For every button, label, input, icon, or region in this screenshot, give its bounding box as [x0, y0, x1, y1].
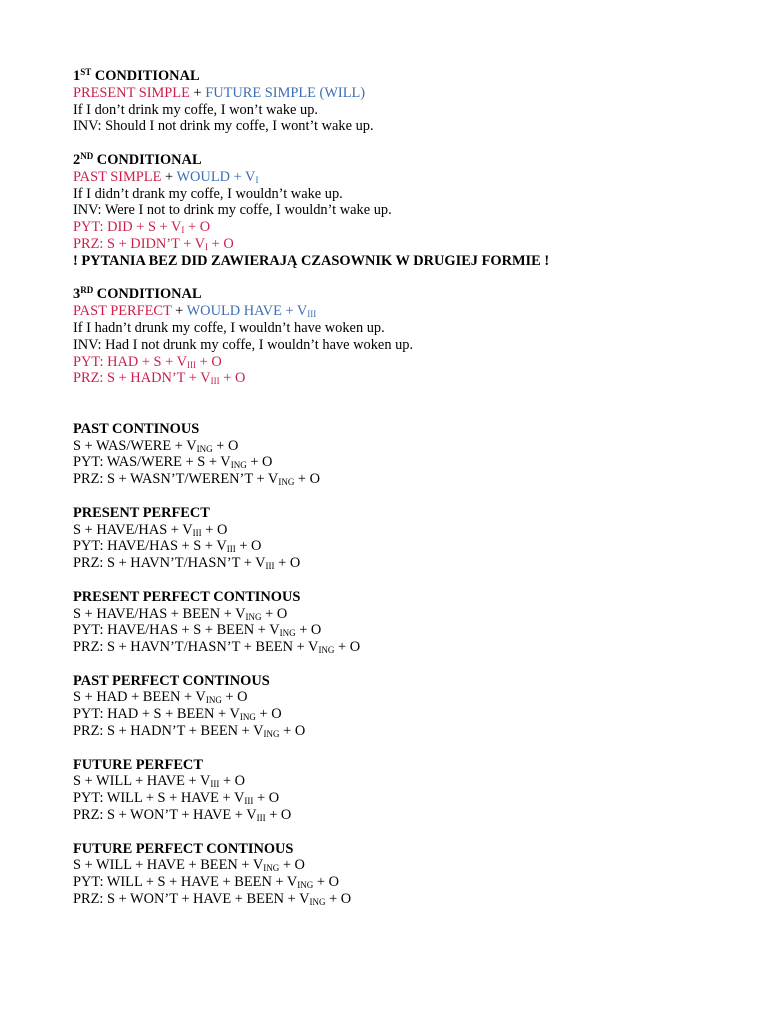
formula-text: PYT: HAD + S + BEEN + V [73, 706, 240, 723]
question-text: PYT: HAD + S + V [73, 353, 188, 370]
formula-plus: + [189, 84, 206, 101]
tense-sections [73, 421, 713, 908]
third-conditional-question [73, 354, 713, 371]
verb-form-subscript: III [265, 561, 275, 572]
formula-text: S + HAVE/HAS + BEEN + V [73, 605, 246, 622]
formula-if-clause: PRESENT SIMPLE [73, 84, 190, 101]
formula-object: + O [235, 538, 262, 555]
formula-object: + O [274, 555, 301, 572]
formula-text: PRZ: S + HADN’T + BEEN + V [73, 723, 264, 740]
tense-title: FUTURE PERFECT [73, 756, 203, 773]
tense-question [73, 874, 713, 891]
heading-title: CONDITIONAL [91, 68, 200, 84]
tense-title: PRESENT PERFECT [73, 504, 210, 521]
tense-affirmative [73, 606, 713, 623]
tense-negative [73, 891, 713, 908]
tense-title: FUTURE PERFECT CONTINOUS [73, 840, 294, 857]
second-conditional-heading [73, 152, 713, 169]
negative-object: + O [208, 235, 234, 252]
third-conditional-example: If I hadn’t drunk my coffe, I wouldn’t have woken up. [73, 319, 385, 336]
tense-section [73, 841, 713, 908]
tense-section [73, 589, 713, 673]
verb-form-subscript: ING [263, 863, 280, 874]
verb-form-subscript: III [244, 796, 254, 807]
second-conditional-inversion: INV: Were I not to drink my coffe, I wouldn’t wake up. [73, 202, 392, 219]
verb-form-subscript: III [226, 544, 236, 555]
formula-object: + O [279, 857, 305, 874]
tense-negative [73, 723, 713, 740]
document-page [73, 68, 713, 908]
formula-text: S + HAD + BEEN + V [73, 689, 206, 706]
third-conditional-negative [73, 370, 713, 387]
formula-if-clause: PAST PERFECT [73, 303, 172, 320]
question-object: + O [184, 219, 211, 236]
formula-text: PYT: WILL + S + HAVE + V [73, 790, 245, 807]
formula-object: + O [219, 773, 246, 790]
tense-affirmative [73, 522, 713, 539]
verb-form-subscript: ING [318, 645, 335, 656]
formula-text: PRZ: S + WON’T + HAVE + V [73, 807, 257, 824]
tense-section [73, 673, 713, 757]
formula-text: PYT: HAVE/HAS + S + BEEN + V [73, 622, 280, 639]
negative-text: PRZ: S + DIDN’T + V [73, 235, 206, 252]
formula-object: + O [212, 437, 239, 454]
tense-affirmative [73, 773, 713, 790]
negative-text: PRZ: S + HADN’T + V [73, 370, 211, 387]
verb-form-subscript: III [210, 376, 220, 387]
tense-question [73, 454, 713, 471]
tense-question [73, 790, 713, 807]
verb-form-subscript: I [181, 225, 185, 236]
formula-text: PRZ: S + WASN’T/WEREN’T + V [73, 471, 279, 488]
formula-object: + O [261, 605, 288, 622]
formula-object: + O [201, 521, 228, 538]
formula-text: S + WILL + HAVE + BEEN + V [73, 857, 264, 874]
tense-question [73, 538, 713, 555]
verb-form-subscript: ING [278, 477, 295, 488]
tense-affirmative [73, 438, 713, 455]
formula-text: S + WILL + HAVE + V [73, 773, 211, 790]
formula-object: + O [295, 622, 322, 639]
formula-object: + O [313, 874, 340, 891]
second-conditional-note: ! PYTANIA BEZ DID ZAWIERAJĄ CZASOWNIK W DRUGIEJ FORMIE ! [73, 252, 550, 269]
formula-plus: + [171, 303, 187, 320]
third-conditional-formula [73, 303, 713, 320]
first-conditional-example: If I don’t drink my coffe, I won’t wake up. [73, 101, 318, 118]
verb-form-subscript: ING [245, 611, 262, 622]
heading-number: 2 [73, 151, 81, 168]
heading-ordinal: ND [80, 150, 94, 161]
formula-text: PRZ: S + HAVN’T/HASN’T + V [73, 555, 266, 572]
tense-affirmative [73, 857, 713, 874]
formula-object: + O [334, 639, 361, 656]
question-text: PYT: DID + S + V [73, 219, 182, 236]
tense-negative [73, 471, 713, 488]
formula-text: PYT: HAVE/HAS + S + V [73, 538, 227, 555]
heading-number: 3 [73, 286, 81, 303]
heading-title: CONDITIONAL [93, 151, 202, 168]
verb-form-subscript: III [192, 527, 202, 538]
heading-number: 1 [73, 68, 81, 84]
heading-title: CONDITIONAL [93, 286, 202, 303]
formula-result-text: WOULD HAVE + V [186, 303, 308, 320]
formula-object: + O [253, 790, 280, 807]
verb-form-subscript: ING [279, 628, 296, 639]
tense-negative [73, 807, 713, 824]
verb-form-subscript: III [187, 359, 197, 370]
verb-form-subscript: ING [309, 897, 326, 908]
formula-if-clause: PAST SIMPLE [73, 168, 162, 185]
verb-form-subscript: ING [263, 729, 280, 740]
verb-form-subscript: ING [196, 443, 213, 454]
tense-question [73, 706, 713, 723]
tense-section [73, 505, 713, 589]
tense-question [73, 622, 713, 639]
first-conditional-inversion: INV: Should I not drink my coffe, I wont’t wake up. [73, 118, 374, 135]
tense-title: PAST CONTINOUS [73, 420, 200, 437]
formula-result-clause: FUTURE SIMPLE (WILL) [205, 84, 366, 101]
third-conditional-heading [73, 286, 713, 303]
formula-text: S + WAS/WERE + V [73, 437, 197, 454]
verb-form-subscript: III [256, 813, 266, 824]
tense-title: PRESENT PERFECT CONTINOUS [73, 588, 301, 605]
formula-result-text: WOULD + V [176, 168, 256, 185]
formula-result-clause [187, 303, 317, 319]
question-object: + O [196, 353, 222, 370]
formula-text: PRZ: S + HAVN’T/HASN’T + BEEN + V [73, 639, 319, 656]
formula-object: + O [265, 807, 292, 824]
verb-form-subscript: ING [205, 695, 222, 706]
tense-affirmative [73, 689, 713, 706]
formula-object: + O [246, 454, 273, 471]
second-conditional-question [73, 219, 713, 236]
formula-object: + O [279, 723, 306, 740]
formula-text: S + HAVE/HAS + V [73, 521, 193, 538]
verb-form-subscript: III [307, 309, 317, 320]
formula-text: PYT: WAS/WERE + S + V [73, 454, 231, 471]
formula-object: + O [294, 471, 321, 488]
tense-negative [73, 555, 713, 572]
tense-section [73, 757, 713, 841]
formula-object: + O [325, 891, 352, 908]
second-conditional-negative [73, 236, 713, 253]
verb-form-subscript: I [255, 174, 259, 185]
formula-object: + O [221, 689, 248, 706]
formula-text: PYT: WILL + S + HAVE + BEEN + V [73, 874, 298, 891]
verb-form-subscript: ING [230, 460, 247, 471]
verb-form-subscript: III [210, 779, 220, 790]
formula-text: PRZ: S + WON’T + HAVE + BEEN + V [73, 891, 310, 908]
tense-negative [73, 639, 713, 656]
formula-plus: + [161, 168, 177, 185]
heading-ordinal: RD [80, 285, 94, 296]
heading-ordinal: ST [80, 67, 92, 77]
second-conditional-example: If I didn’t drank my coffe, I wouldn’t wake up. [73, 185, 343, 202]
formula-object: + O [255, 706, 282, 723]
tense-section [73, 421, 713, 505]
tense-title: PAST PERFECT CONTINOUS [73, 672, 270, 689]
verb-form-subscript: I [205, 241, 209, 252]
third-conditional-inversion: INV: Had I not drunk my coffe, I wouldn’t have woken up. [73, 336, 414, 353]
verb-form-subscript: ING [297, 880, 314, 891]
verb-form-subscript: ING [239, 712, 256, 723]
first-conditional-formula [73, 85, 713, 102]
formula-result-clause [176, 169, 258, 185]
first-conditional-heading [73, 68, 713, 85]
negative-object: + O [219, 370, 246, 387]
second-conditional-formula [73, 169, 713, 186]
